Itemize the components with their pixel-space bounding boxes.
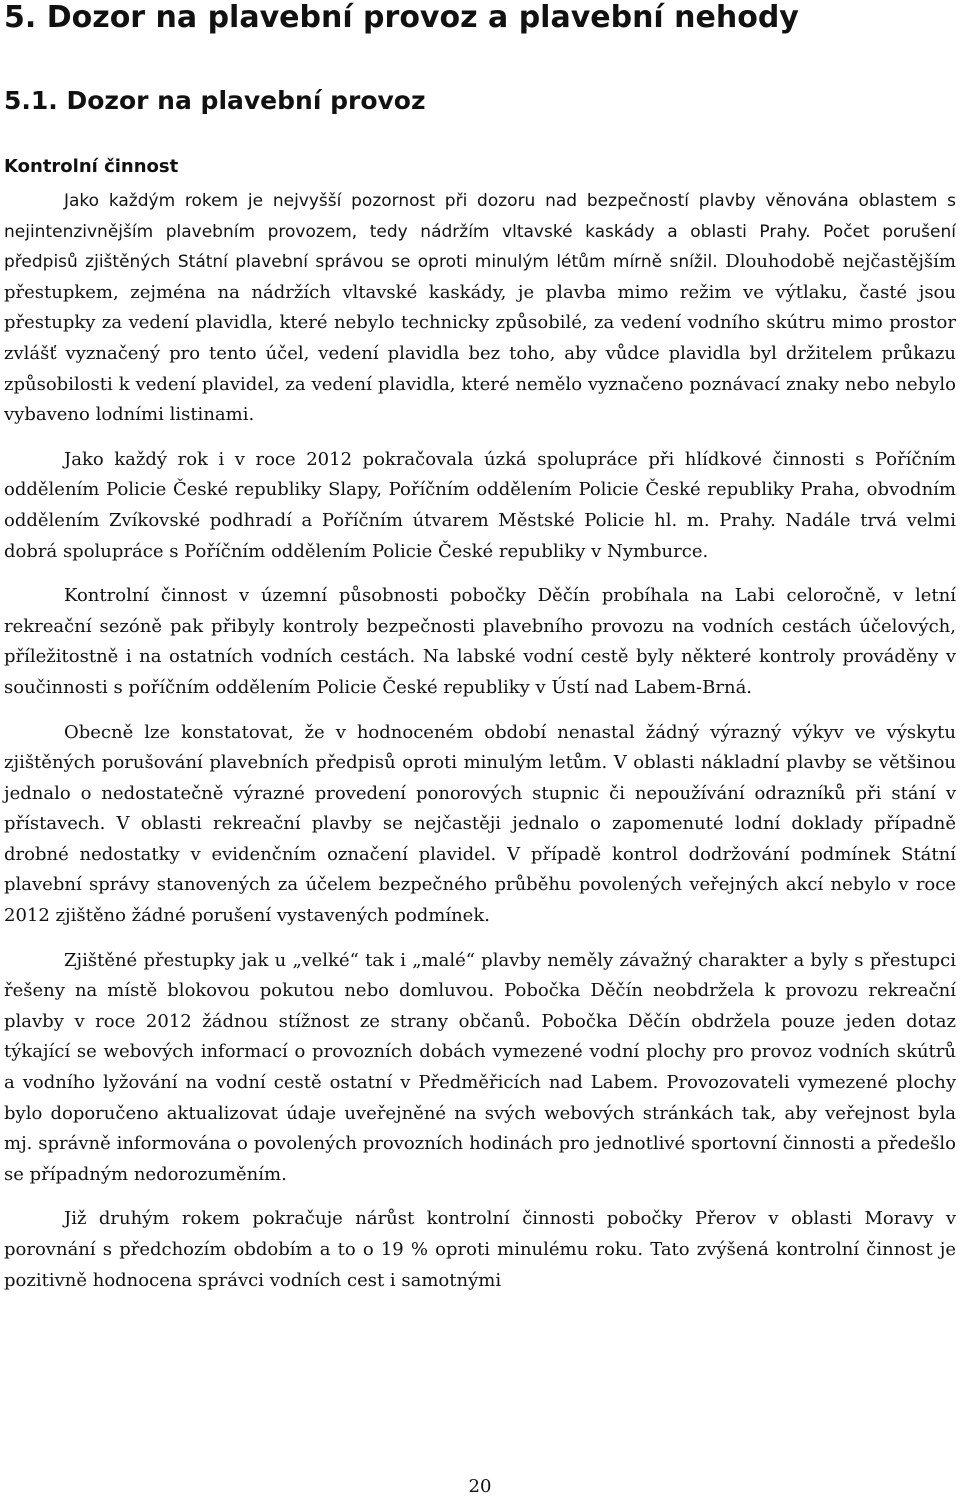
paragraph-text: Dlouhodobě nejčastějším přestupkem, zejména na nádržích vltavské kaskády, je plavba mimo režim ve výtlaku, časté jsou přestupky za vedení plavidla, které nebylo technicky způsobilé, za vedení vodního skútru mimo prostor zvlášť vyznačený pro tento účel, vedení plavidla bez toho, aby vůdce plavidla byl držitelem průkazu způsobilosti k vedení plavidel, za vedení plavidla, které nemělo vyznačeno poznávací znaky nebo nebylo vybaveno lodními listinami.: [4, 251, 956, 426]
paragraph: Zjištěné přestupky jak u „velké“ tak i „malé“ plavby neměly závažný charakter a byly s přestupci řešeny na místě blokovou pokutou nebo domluvou. Pobočka Děčín neobdržela k provozu rekreační plavby v roce 2012 žádnou stížnost ze strany občanů. Pobočka Děčín obdržela pouze jeden dotaz týkající se webových informací o provozních dobách vymezené vodní plochy pro provoz vodních skútrů a vodního lyžování na vodní cestě ostatní v Předměřicích nad Labem. Provozovateli vymezené plochy bylo doporučeno aktualizovat údaje uveřejněné na svých webových stránkách tak, aby veřejnost byla mj. správně informována o povolených provozních hodinách pro jednotlivé sportovní činnosti a předešlo se případným nedorozuměním.: [4, 949, 956, 1185]
page-number: 20: [468, 1476, 492, 1497]
paragraph: Kontrolní činnost v územní působnosti pobočky Děčín probíhala na Labi celoročně, v letní rekreační sezóně pak přibyly kontroly bezpečnosti plavebního provozu na vodních cestách účelových, příležitostně i na ostatních vodních cestách. Na labské vodní cestě byly některé kontroly prováděny v součinnosti s poříčním oddělením Policie České republiky v Ústí nad Labem-Brná.: [4, 585, 956, 698]
body-text: [4, 186, 956, 1310]
paragraph: [4, 186, 956, 431]
chapter-title: 5. Dozor na plavební provoz a plavební nehody: [4, 0, 799, 35]
paragraph: Již druhým rokem pokračuje nárůst kontrolní činnosti pobočky Přerov v oblasti Moravy v porovnání s předchozím obdobím a to o 19 % oproti minulému roku. Tato zvýšená kontrolní činnost je pozitivně hodnocena správci vodních cest i samotnými: [4, 1208, 956, 1291]
paragraph: Jako každý rok i v roce 2012 pokračovala úzká spolupráce při hlídkové činnosti s Poříčním oddělením Policie České republiky Slapy, Poříčním oddělením Policie České republiky Praha, obvodním oddělením Zvíkovské podhradí a Poříčním útvarem Městské Policie hl. m. Prahy. Nadále trvá velmi dobrá spolupráce s Poříčním oddělením Policie České republiky v Nymburce.: [4, 448, 956, 562]
paragraph: Obecně lze konstatovat, že v hodnoceném období nenastal žádný výrazný výkyv ve výskytu zjištěných porušování plavebních předpisů oproti minulým letům. V oblasti nákladní plavby se většinou jednalo o nedostatečně výrazné provedení ponorových stupnic či nepoužívání odrazníků při stání v přístavech. V oblasti rekreační plavby se nejčastěji jednalo o zapomenuté lodní doklady případně drobné nedostatky v evidenčním označení plavidel. V případě kontrol dodržování podmínek Státní plavební správy stanovených za účelem bezpečného průběhu povolených veřejných akcí nebylo v roce 2012 zjištěno žádné porušení vystavených podmínek.: [4, 721, 956, 927]
subheading: Kontrolní činnost: [4, 156, 179, 177]
paragraph-lead: Jako každým rokem je nejvyšší pozornost při dozoru nad bezpečností plavby věnována oblastem s nejintenzivnějším plavebním provozem, tedy nádržím vltavské kaskády a oblasti Prahy. Počet porušení předpisů zjištěných Státní plavební správou se oproti minulým létům mírně snížil.: [4, 191, 956, 273]
section-title: 5.1. Dozor na plavební provoz: [4, 86, 426, 115]
